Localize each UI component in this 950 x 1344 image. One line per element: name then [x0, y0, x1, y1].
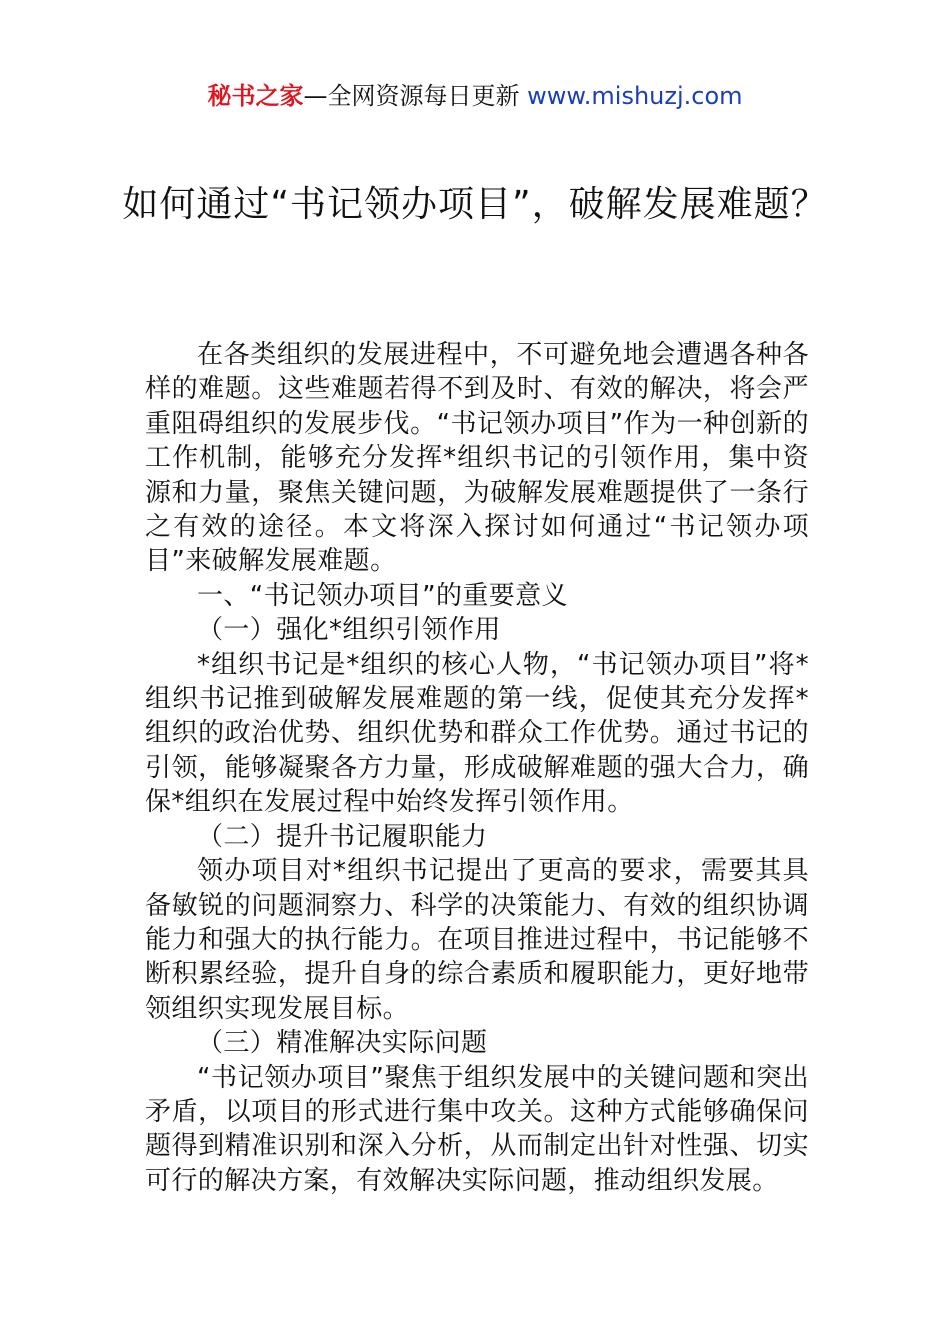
subsection-heading-2: （二）提升书记履职能力	[197, 821, 488, 852]
site-header	[0, 78, 950, 114]
section-heading-1: 一、“书记领办项目”的重要意义	[197, 580, 568, 611]
site-brand: 秘书之家	[207, 82, 304, 110]
document-title: 如何通过“书记领办项目”，破解发展难题？	[122, 184, 828, 225]
body-paragraph-2: 领办项目对*组织书记提出了更高的要求，需要其具备敏锐的问题洞察力、科学的决策能力、有效的组织协调能力和强大的执行能力。在项目推进过程中，书记能够不断积累经验，提升自身的综合素质和履职能力，更好地带领组织实现发展目标。	[145, 856, 809, 1024]
intro-paragraph: 在各类组织的发展进程中，不可避免地会遭遇各种各样的难题。这些难题若得不到及时、有效的解决，将会严重阻碍组织的发展步伐。“书记领办项目”作为一种创新的工作机制，能够充分发挥*组织书记的引领作用，集中资源和力量，聚焦关键问题，为破解发展难题提供了一条行之有效的途径。本文将深入探讨如何通过“书记领办项目”来破解发展难题。	[145, 340, 809, 577]
document-body	[145, 338, 809, 1198]
site-slogan: —全网资源每日更新	[303, 82, 528, 110]
subsection-heading-1: （一）强化*组织引领作用	[197, 615, 501, 646]
site-url-link[interactable]: www.mishuzj.com	[527, 82, 743, 110]
subsection-heading-3: （三）精准解决实际问题	[197, 1028, 488, 1059]
body-paragraph-1: *组织书记是*组织的核心人物，“书记领办项目”将*组织书记推到破解发展难题的第一线，促使其充分发挥*组织的政治优势、组织优势和群众工作优势。通过书记的引领，能够凝聚各方力量，形成破解难题的强大合力，确保*组织在发展过程中始终发挥引领作用。	[145, 649, 809, 818]
body-paragraph-3: “书记领办项目”聚焦于组织发展中的关键问题和突出矛盾，以项目的形式进行集中攻关。这种方式能够确保问题得到精准识别和深入分析，从而制定出针对性强、切实可行的解决方案，有效解决实际问题，推动组织发展。	[145, 1062, 809, 1196]
